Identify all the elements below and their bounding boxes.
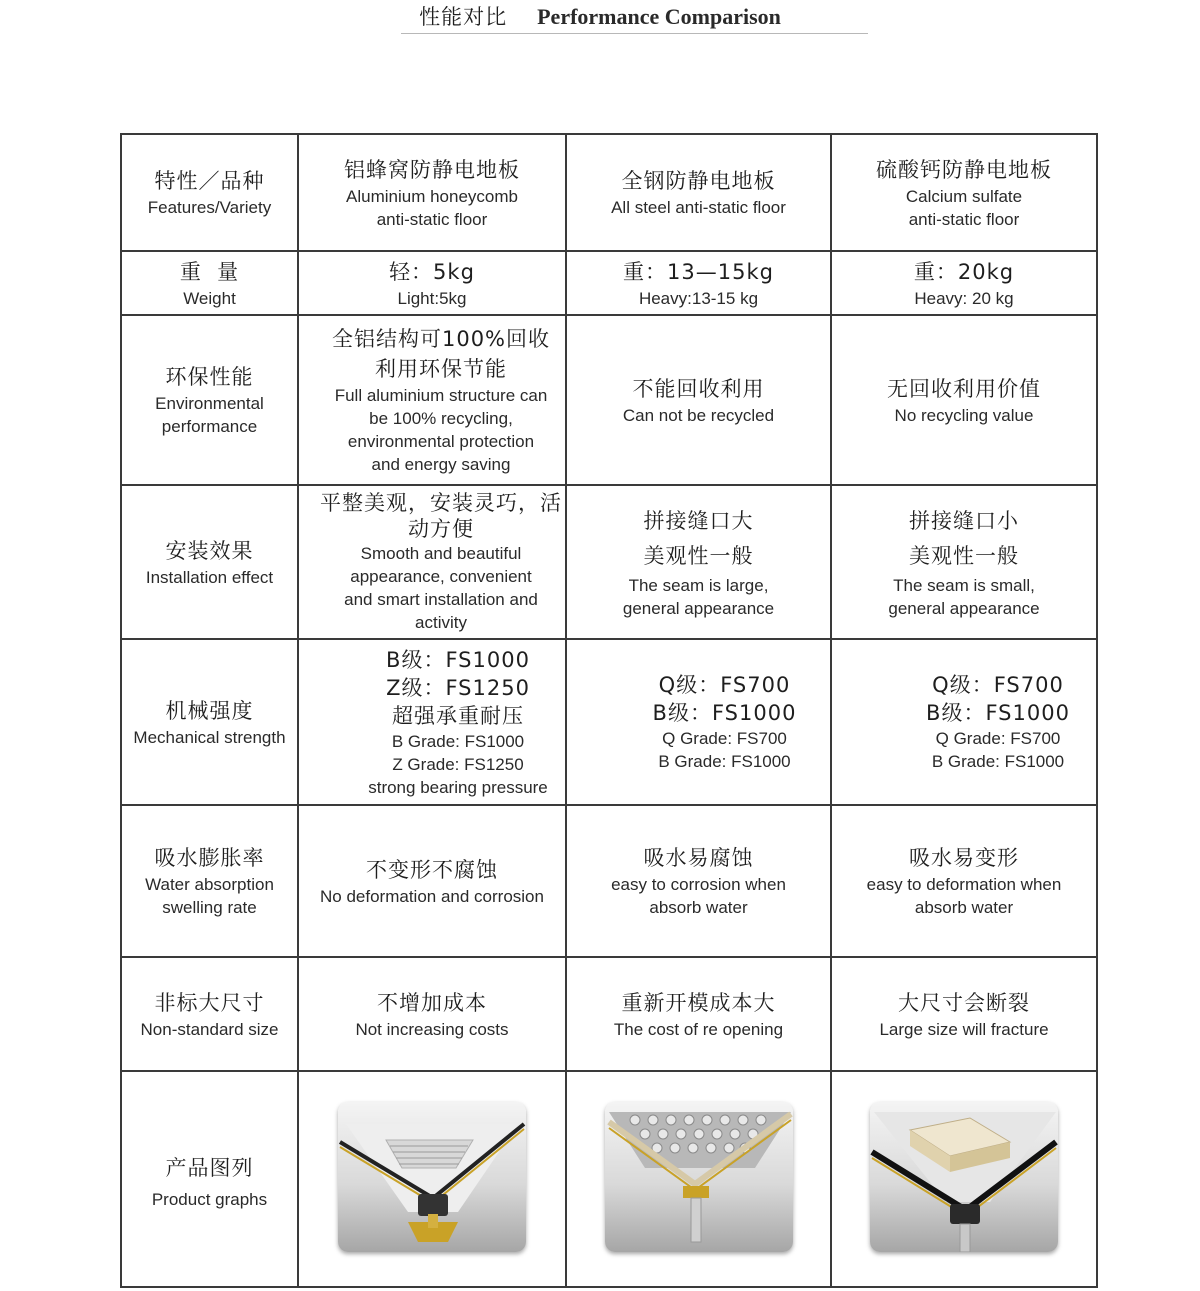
size-calcium-en: Large size will fracture [879,1019,1049,1039]
strength-calcium [831,639,1097,805]
table-row-environmental [121,315,1097,485]
strength-steel-en2: B Grade: FS1000 [658,752,791,771]
install-aluminium-zh2: 动方便 [408,517,474,541]
header-calcium-en2: anti-static floor [908,209,1020,229]
header-features-zh: 特性／品种 [154,169,265,193]
strength-steel-en1: Q Grade: FS700 [662,729,787,748]
weight-aluminium-zh: 轻：5kg [389,259,475,284]
size-steel-zh: 重新开模成本大 [621,990,776,1015]
strength-label-en: Mechanical strength [133,727,286,747]
size-aluminium-zh: 不增加成本 [377,990,487,1015]
env-steel [566,315,831,485]
row-label-weight [121,251,298,315]
install-calcium-zh1: 拼接缝口小 [909,509,1019,533]
weight-steel [566,251,831,315]
install-label-zh: 安装效果 [165,538,254,563]
weight-aluminium-en: Light:5kg [397,288,467,308]
size-steel [566,957,831,1071]
aluminium-floor-photo [338,1102,526,1252]
strength-aluminium-en3: strong bearing pressure [368,777,548,797]
size-calcium [831,957,1097,1071]
water-calcium [831,805,1097,957]
strength-calcium-zh1: Q级：FS700 [932,673,1064,697]
strength-calcium-en1: Q Grade: FS700 [935,729,1061,748]
header-cell-steel [566,134,831,251]
install-label-en: Installation effect [145,567,274,587]
env-aluminium-en2: be 100% recycling, [369,409,513,428]
env-steel-en: Can not be recycled [622,405,775,425]
install-aluminium-en1: Smooth and beautiful [360,544,522,563]
product-aluminium [298,1071,566,1287]
install-aluminium-en4: activity [415,613,467,632]
strength-aluminium-en1: B Grade: FS1000 [391,731,525,751]
weight-label-en: Weight [183,288,236,308]
install-steel-zh2: 美观性一般 [643,544,754,568]
header-aluminium-en2: anti-static floor [376,209,488,229]
row-label-product [121,1071,298,1287]
weight-calcium-zh: 重：20kg [913,259,1015,284]
install-steel [566,485,831,639]
title-chinese: 性能对比 [419,5,508,29]
row-label-environmental [121,315,298,485]
header-cell-calcium [831,134,1097,251]
row-label-water [121,805,298,957]
env-steel-zh: 不能回收利用 [632,376,765,401]
water-steel [566,805,831,957]
env-calcium-en: No recycling value [894,405,1034,425]
product-steel [566,1071,831,1287]
env-aluminium-en4: and energy saving [371,455,511,474]
page-header [0,0,1200,36]
env-aluminium-en3: environmental protection [347,432,535,451]
weight-steel-zh: 重：13—15kg [623,259,774,284]
strength-steel-zh2: B级：FS1000 [652,701,797,725]
water-steel-en1: easy to corrosion when [611,875,786,894]
header-calcium-zh: 硫酸钙防静电地板 [876,157,1052,182]
table-row-weight [121,251,1097,315]
env-calcium-zh: 无回收利用价值 [887,376,1041,401]
env-label-en2: performance [161,417,258,436]
title-english: Performance Comparison [537,4,781,29]
strength-aluminium-zh3: 超强承重耐压 [392,703,524,728]
install-aluminium-zh1: 平整美观，安装灵巧，活 [320,491,562,515]
env-aluminium-zh2: 利用环保节能 [375,357,507,381]
water-label-en1: Water absorption [145,875,274,894]
install-calcium-en1: The seam is small, [893,576,1035,595]
water-calcium-en1: easy to deformation when [866,875,1062,894]
strength-aluminium-zh2: Z级：FS1250 [386,675,530,700]
strength-label-zh: 机械强度 [165,698,254,723]
weight-calcium-en: Heavy: 20 kg [914,288,1014,308]
weight-aluminium [298,251,566,315]
table-row-strength [121,639,1097,805]
size-aluminium-en: Not increasing costs [355,1019,509,1039]
row-label-size [121,957,298,1071]
size-label-en: Non-standard size [140,1019,279,1039]
comparison-table [120,133,1098,1288]
strength-calcium-en2: B Grade: FS1000 [931,752,1065,771]
table-header-row [121,134,1097,251]
water-steel-zh: 吸水易腐蚀 [643,846,754,870]
water-label-zh: 吸水膨胀率 [154,846,265,870]
water-steel-en2: absorb water [649,898,748,917]
size-label-zh: 非标大尺寸 [154,990,265,1015]
header-calcium-en1: Calcium sulfate [905,186,1023,206]
table-row-installation [121,485,1097,639]
table-row-product [121,1071,1097,1287]
env-label-en1: Environmental [155,394,264,413]
strength-steel-zh1: Q级：FS700 [658,673,791,697]
env-aluminium-en1: Full aluminium structure can [334,386,548,405]
header-features-en: Features/Variety [147,198,272,217]
strength-steel [566,639,831,805]
header-steel-zh: 全钢防静电地板 [621,169,776,193]
row-label-installation [121,485,298,639]
install-aluminium-en3: and smart installation and [344,590,538,609]
water-aluminium [298,805,566,957]
size-steel-en: The cost of re opening [613,1019,784,1039]
install-calcium [831,485,1097,639]
water-aluminium-zh: 不变形不腐蚀 [366,857,498,882]
water-aluminium-en: No deformation and corrosion [320,886,544,906]
strength-calcium-zh2: B级：FS1000 [926,701,1070,725]
size-calcium-zh: 大尺寸会断裂 [898,990,1030,1015]
table-row-water [121,805,1097,957]
install-calcium-en2: general appearance [888,599,1040,618]
install-calcium-zh2: 美观性一般 [909,544,1019,568]
env-aluminium-zh1: 全铝结构可100%回收 [331,327,551,351]
water-calcium-en2: absorb water [914,898,1014,917]
product-calcium [831,1071,1097,1287]
install-steel-en2: general appearance [622,599,775,618]
product-label-zh: 产品图列 [165,1155,254,1180]
water-calcium-zh: 吸水易变形 [909,846,1019,870]
install-steel-zh1: 拼接缝口大 [643,509,754,533]
strength-aluminium [298,639,566,805]
header-cell-aluminium [298,134,566,251]
header-aluminium-zh: 铝蜂窝防静电地板 [344,157,520,182]
env-aluminium [298,315,566,485]
header-cell-features [121,134,298,251]
row-label-strength [121,639,298,805]
weight-steel-en: Heavy:13-15 kg [638,288,759,308]
install-aluminium [298,485,566,639]
install-aluminium-en2: appearance, convenient [350,567,532,586]
strength-aluminium-en2: Z Grade: FS1250 [392,754,524,774]
calcium-floor-photo [870,1102,1058,1252]
title-underline [401,33,868,34]
env-label-zh: 环保性能 [165,365,254,389]
env-calcium [831,315,1097,485]
strength-aluminium-zh1: B级：FS1000 [386,647,530,672]
weight-calcium [831,251,1097,315]
steel-floor-photo [605,1102,793,1252]
page-title [0,2,1200,32]
table-row-size [121,957,1097,1071]
product-label-en: Product graphs [151,1189,268,1209]
weight-label-zh: 重 量 [179,259,240,284]
header-steel-en: All steel anti-static floor [611,198,786,217]
install-steel-en1: The seam is large, [628,576,769,595]
water-label-en2: swelling rate [162,898,257,917]
header-aluminium-en1: Aluminium honeycomb [346,186,518,206]
size-aluminium [298,957,566,1071]
